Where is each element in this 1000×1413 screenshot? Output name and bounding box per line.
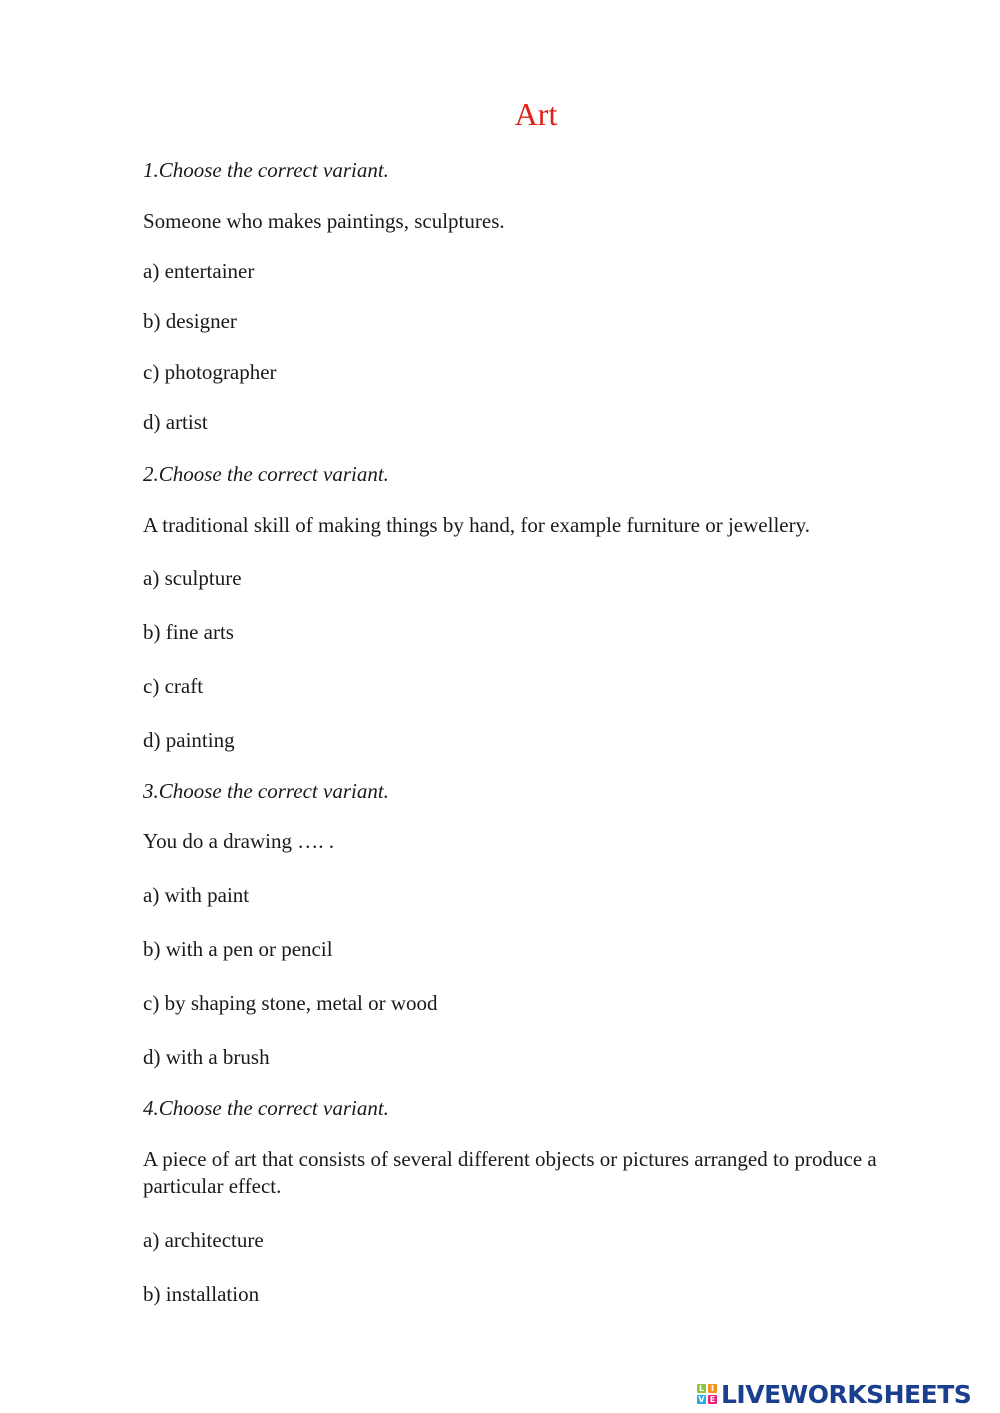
liveworksheets-logo[interactable] — [697, 1377, 971, 1411]
question-2-option-b[interactable]: b) fine arts — [143, 620, 234, 644]
question-1-option-c[interactable]: c) photographer — [143, 360, 277, 384]
question-3-option-d[interactable]: d) with a brush — [143, 1045, 270, 1069]
question-3-instruction: 3.Choose the correct variant. — [143, 779, 389, 803]
question-3-option-b[interactable]: b) with a pen or pencil — [143, 937, 333, 961]
logo-icon-cell: L — [698, 1384, 705, 1393]
page-title: Art — [514, 96, 558, 132]
question-1-option-b[interactable]: b) designer — [143, 309, 237, 333]
question-4-option-a[interactable]: a) architecture — [143, 1228, 264, 1252]
question-1-instruction: 1.Choose the correct variant. — [143, 158, 389, 182]
question-1-stem: Someone who makes paintings, sculptures. — [143, 209, 505, 233]
question-2-option-d[interactable]: d) painting — [143, 728, 235, 752]
question-2-instruction: 2.Choose the correct variant. — [143, 462, 389, 486]
question-1-option-a[interactable]: a) entertainer — [143, 259, 255, 283]
logo-icon-cell: E — [709, 1395, 716, 1404]
question-2-option-a[interactable]: a) sculpture — [143, 566, 242, 590]
liveworksheets-logo-text: LIVEWORKSHEETS — [721, 1379, 972, 1409]
logo-icon-cell: V — [698, 1395, 705, 1404]
logo-icon-cell: I — [708, 1384, 717, 1393]
question-2-option-c[interactable]: c) craft — [143, 674, 204, 698]
question-4-option-b[interactable]: b) installation — [143, 1282, 260, 1306]
question-3-option-c[interactable]: c) by shaping stone, metal or wood — [143, 991, 438, 1015]
question-4-instruction: 4.Choose the correct variant. — [143, 1096, 389, 1120]
question-2-stem: A traditional skill of making things by hand, for example furniture or jewellery. — [143, 513, 810, 537]
question-3-stem: You do a drawing …. . — [143, 829, 334, 853]
question-3-option-a[interactable]: a) with paint — [143, 883, 250, 907]
liveworksheets-logo-icon — [697, 1384, 717, 1404]
question-4-stem: A piece of art that consists of several different objects or pictures arranged to produce a particular effect. — [143, 1147, 877, 1198]
question-1-option-d[interactable]: d) artist — [143, 410, 208, 434]
